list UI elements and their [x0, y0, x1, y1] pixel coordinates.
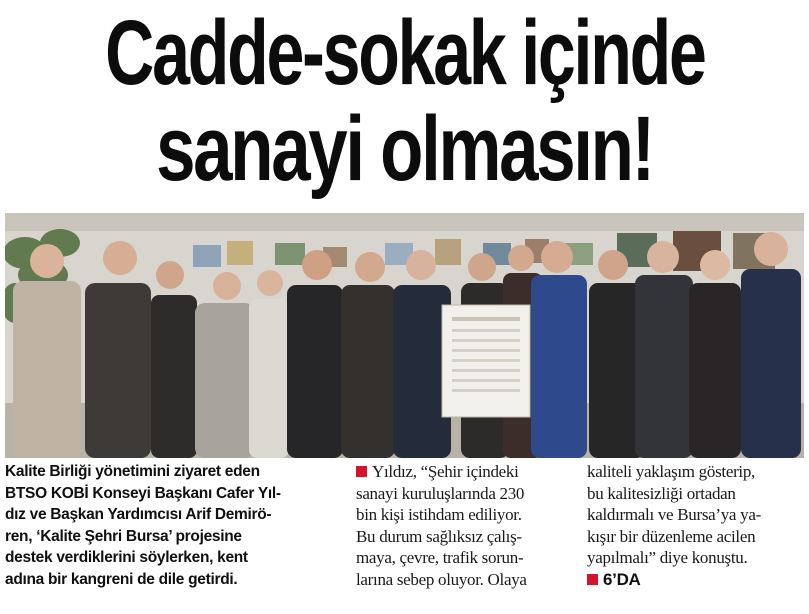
body-line: sanayi kuruluşlarında 230	[356, 483, 525, 503]
body-column-3	[587, 461, 807, 590]
headline-line-1: Cadde-sokak içinde	[105, 2, 705, 104]
lead-line: BTSO KOBİ Konseyi Başkanı Cafer Yıl-	[5, 484, 281, 502]
body-line: kaldırmalı ve Bursa’ya ya-	[587, 505, 761, 524]
body-line: yapılmalı” diye konuştu.	[587, 548, 748, 567]
lead-paragraph	[5, 461, 349, 590]
lead-line: Kalite Birliği yönetimini ziyaret eden	[5, 463, 260, 480]
news-photo	[5, 213, 804, 458]
certificate-document	[442, 305, 530, 417]
red-square-bullet-icon	[356, 466, 367, 477]
lead-line: destek verdiklerini söylerken, kent	[5, 549, 248, 566]
body-column-2	[356, 461, 578, 590]
lead-line: ren, ‘Kalite Şehri Bursa’ projesine	[5, 527, 242, 545]
lead-line: adına bir kangreni de dile getirdi.	[5, 570, 238, 588]
page-reference: 6’DA	[587, 569, 807, 591]
body-line: maya, çevre, trafik sorun-	[356, 548, 524, 567]
body-line: Bu durum sağlıksız çalış-	[356, 526, 522, 546]
body-line: Yıldız, “Şehir içindeki	[356, 461, 578, 483]
lead-line: dız ve Başkan Yardımcısı Arif Demirö-	[5, 506, 272, 523]
headline-line-2: sanayi olmasın!	[156, 98, 653, 200]
body-line: bu kalitesizliği ortadan	[587, 483, 736, 503]
body-line: kaliteli yaklaşım gösterip,	[587, 462, 756, 481]
body-line: bin kişi istihdam ediliyor.	[356, 505, 522, 524]
body-line: larına sebep oluyor. Olaya	[356, 569, 527, 589]
red-square-bullet-icon	[587, 574, 598, 585]
body-line: kışır bir düzenleme acilen	[587, 526, 756, 546]
